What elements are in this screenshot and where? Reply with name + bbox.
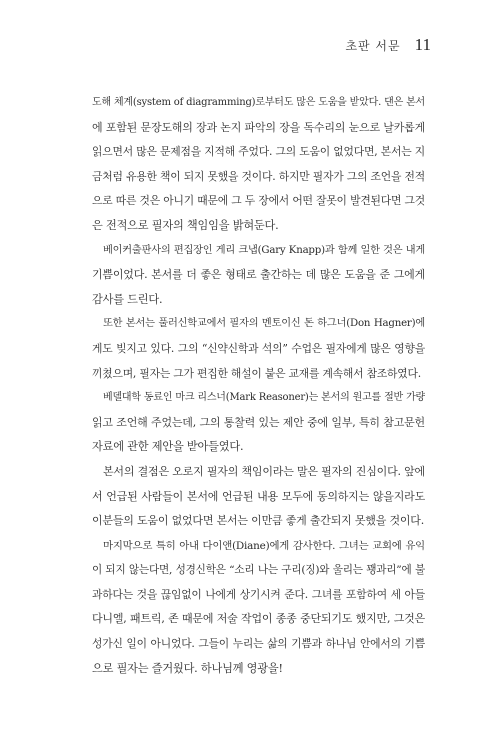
text-line: 게도 빚지고 있다. 그의 “신약신학과 석의” 수업은 필자에게 많은 영향을: [92, 341, 425, 355]
paragraph: [92, 239, 425, 313]
paragraph: [92, 460, 425, 534]
text-line: 으로 따른 것은 아니기 때문에 그 두 장에서 어떤 잘못이 발견된다면 그것: [92, 194, 425, 208]
text-line: 읽고 조언해 주었는데, 그의 통찰력 있는 제안 중에 일부, 특히 참고문헌: [92, 415, 425, 429]
paragraph: [92, 386, 425, 460]
text-line: 금처럼 유용한 책이 되지 못했을 것이다. 하지만 필자가 그의 조언을 전적: [92, 169, 425, 183]
text-line: 과하다는 것을 끊임없이 나에게 상기시켜 준다. 그녀를 포함하여 세 아들: [92, 587, 425, 601]
text-line: 감사를 드린다.: [92, 292, 163, 306]
body-text: [92, 91, 425, 681]
text-line: 이 되지 않는다면, 성경신학은 “소리 나는 구리(징)와 울리는 꽹과리”에 불: [92, 564, 425, 577]
text-line: 또한 본서는 풀러신학교에서 필자의 멘토이신 돈 하그너(Don Hagner)에: [103, 318, 425, 330]
paragraph: [92, 312, 425, 386]
text-line: 끼쳤으며, 필자는 그가 편집한 해설이 붙은 교재를 계속해서 참조하였다.: [92, 366, 421, 380]
text-line: 자료에 관한 제안을 받아들였다.: [92, 440, 244, 454]
page-number: 11: [414, 35, 431, 54]
paragraph: [92, 534, 425, 682]
text-line: 도해 체계(system of diagramming)로부터도 많은 도움을 받았다. 댄은 본서: [92, 97, 425, 108]
text-line: 으로 필자는 즐거웠다. 하나님께 영광을!: [92, 661, 283, 675]
text-line: 다니엘, 패트릭, 존 때문에 저술 작업이 종종 중단되기도 했지만, 그것은: [92, 612, 425, 626]
paragraph: [92, 91, 425, 239]
text-line: 은 전적으로 필자의 책임임을 밝혀둔다.: [92, 218, 279, 232]
running-header: [345, 35, 431, 55]
text-line: 마지막으로 특히 아내 다이앤(Diane)에게 감사한다. 그녀는 교회에 유익: [103, 539, 425, 552]
text-line: 성가신 일이 아니었다. 그들이 누리는 삶의 기쁨과 하나님 안에서의 기쁨: [92, 637, 425, 651]
text-line: 기쁨이었다. 본서를 더 좋은 형태로 출간하는 데 많은 도움을 준 그에게: [92, 268, 425, 282]
text-line: 베델대학 동료인 마크 리스너(Mark Reasoner)는 본서의 원고를 절반 가량: [103, 392, 425, 404]
text-line: 서 언급된 사람들이 본서에 언급된 내용 모두에 동의하지는 않을지라도: [92, 489, 425, 503]
running-title: 초판 서문: [345, 39, 401, 53]
text-line: 이분들의 도움이 없었다면 본서는 이만큼 좋게 출간되지 못했을 것이다.: [92, 514, 425, 528]
text-line: 본서의 결점은 오로지 필자의 책임이라는 말은 필자의 진심이다. 앞에: [103, 464, 425, 478]
text-line: 읽으면서 많은 문제점을 지적해 주었다. 그의 도움이 없었다면, 본서는 지: [92, 145, 425, 159]
text-line: 에 포함된 문장도해의 장과 논지 파악의 장을 독수리의 눈으로 날카롭게: [92, 120, 425, 134]
text-line: 베이커출판사의 편집장인 게리 크냅(Gary Knapp)과 함께 일한 것은 내게: [103, 244, 425, 256]
